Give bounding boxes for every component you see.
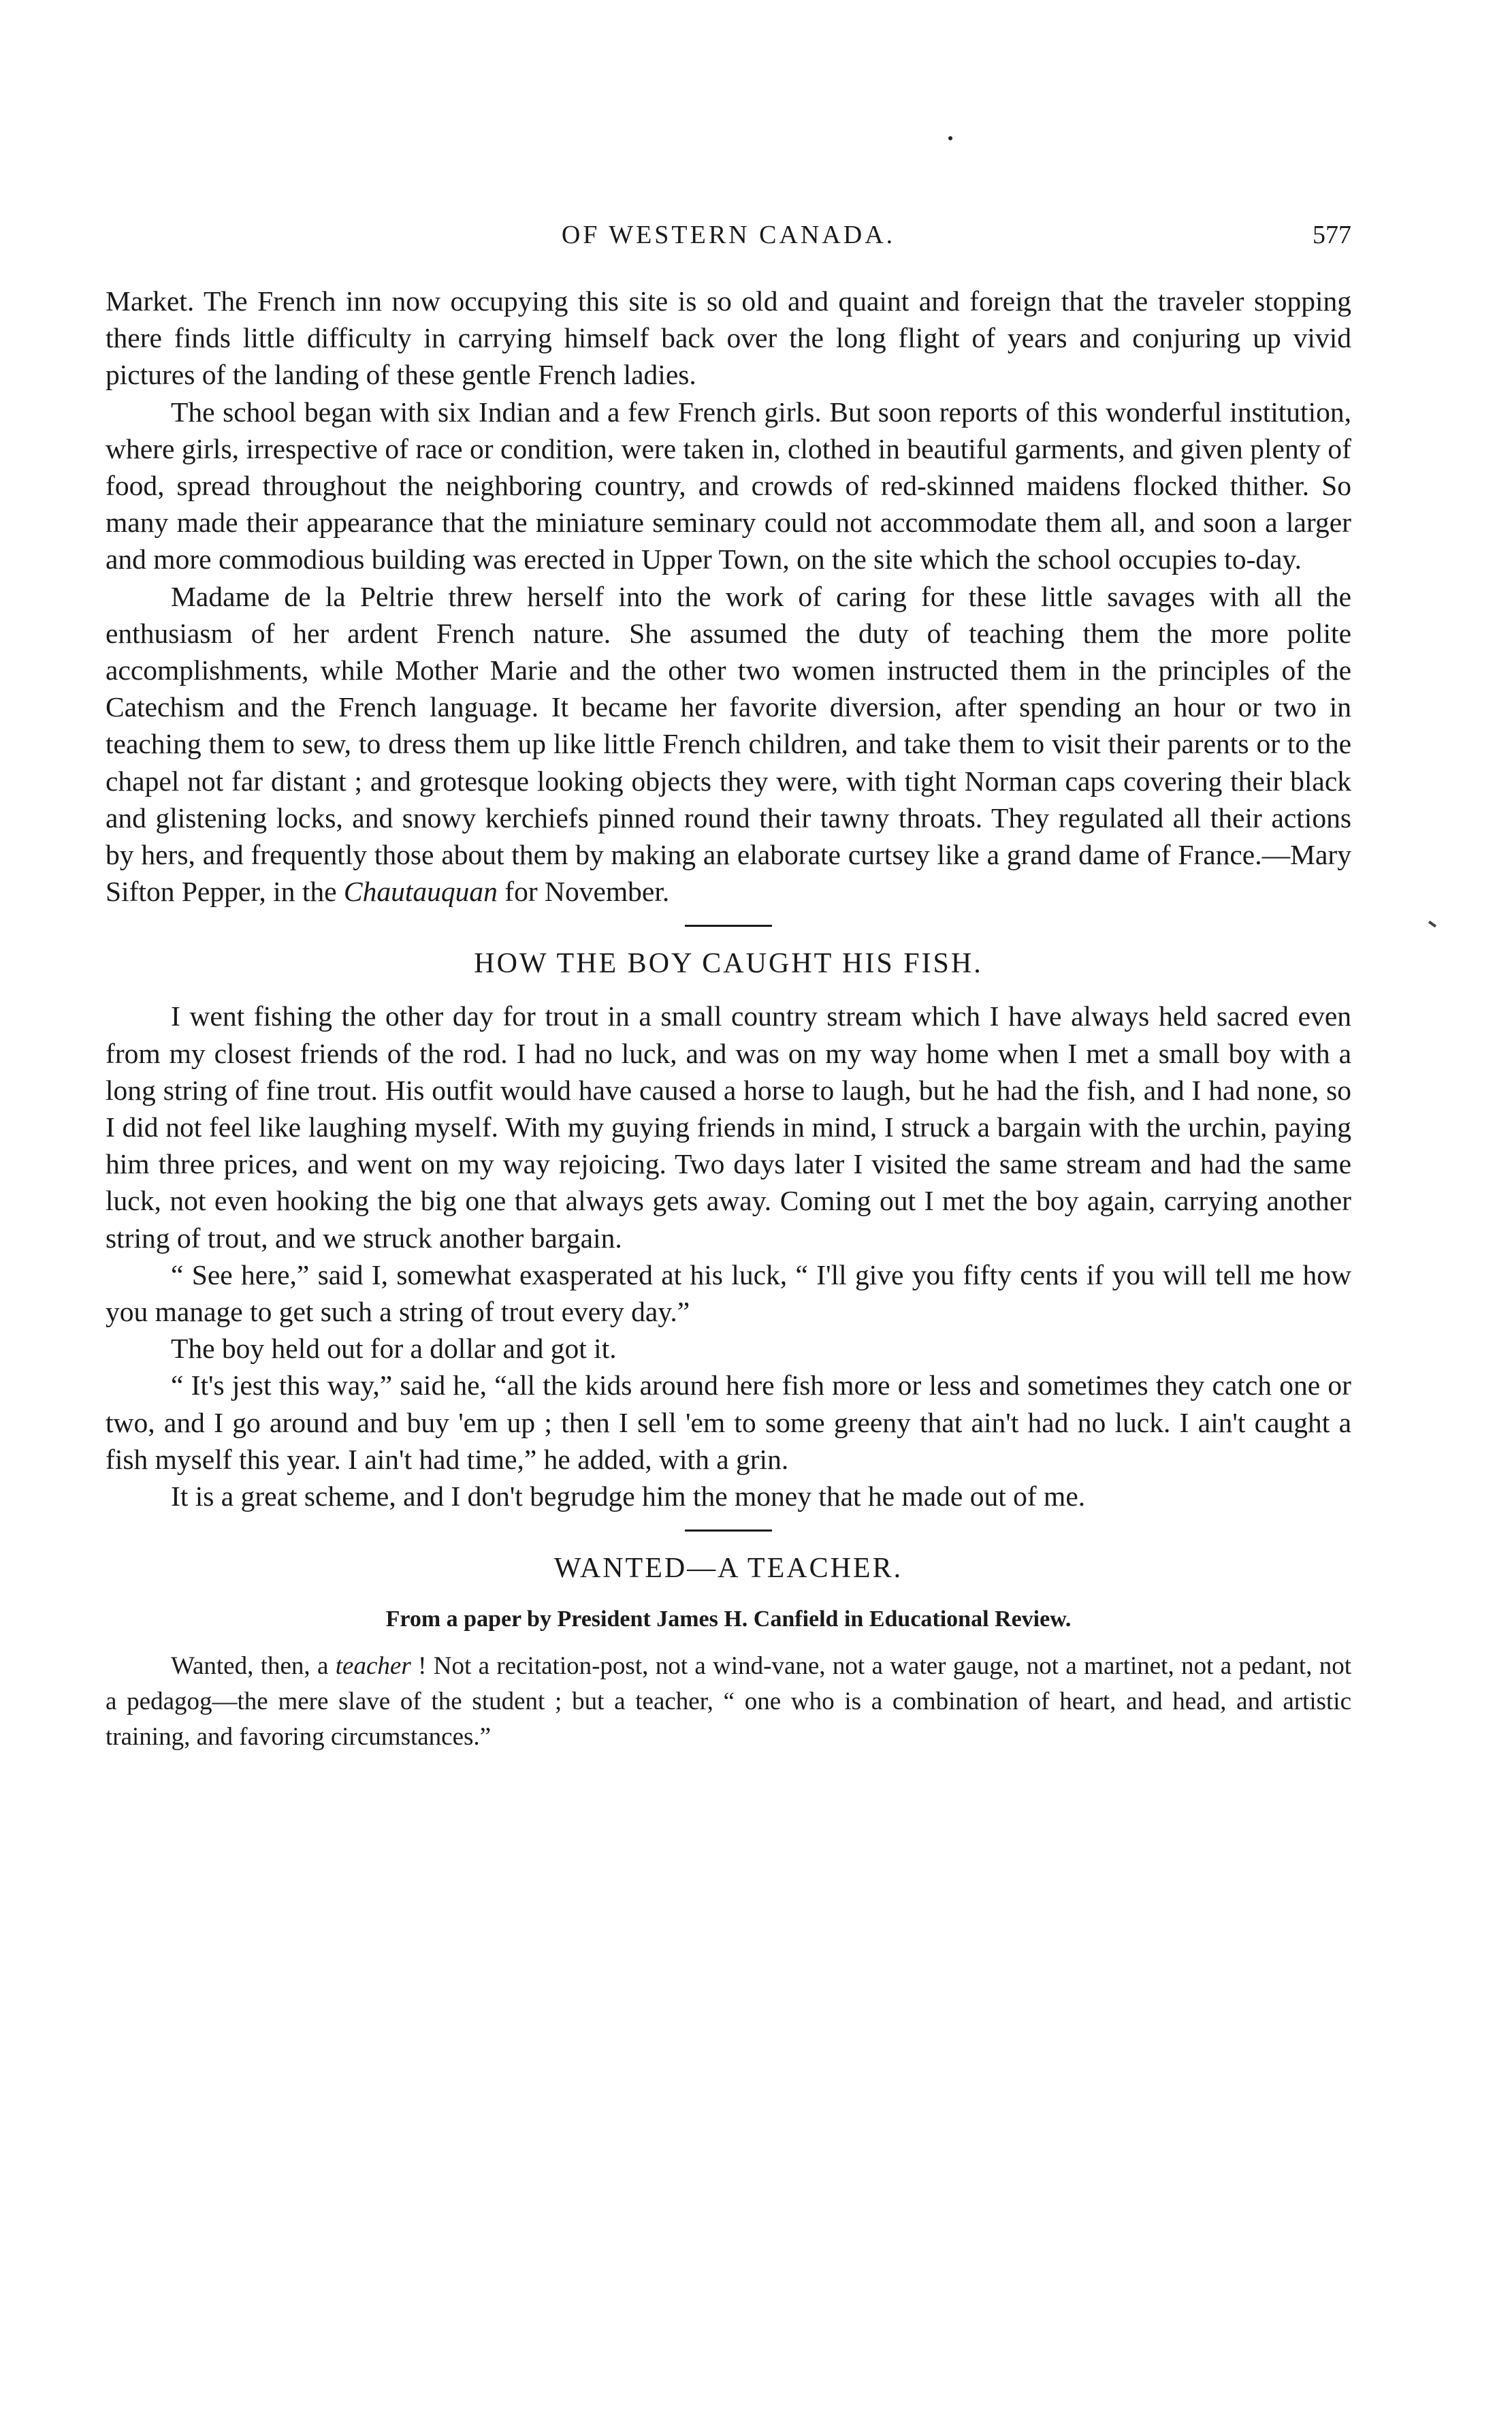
- paragraph-text: Wanted, then, a: [171, 1652, 336, 1681]
- page-body: [106, 283, 1351, 1755]
- page-number: 577: [1313, 221, 1351, 249]
- source-tail: for November.: [497, 876, 670, 908]
- margin-mark: [1428, 921, 1436, 928]
- paragraph-text: ! Not a recitation-post, not a wind-vane, not a water gauge, not a martinet, not a pedant, not a pedagog—the mere slave of the student ; but a teacher, “ one who is a combination of heart, and head, and artistic training, and favoring circumstances.”: [106, 1652, 1351, 1752]
- paragraph-text: Madame de la Peltrie threw herself into the work of caring for these little savages with all the enthusiasm of her ardent French nature. She assumed the duty of teaching them the more polite accomplishments, while Mother Marie and the other two women instructed them in the principles of the Catechism and the French language. It became her favorite diversion, after spending an hour or two in teaching them to sew, to dress them up like little French children, and take them to visit their parents or to the chapel not far distant ; and grotesque looking objects they were, with tight Norman caps covering their black and glistening locks, and snowy kerchiefs pinned round their tawny throats. They regulated all their actions by hers, and frequently those about them by making an elaborate curtsey like a grand dame of France.—Mary Sifton Pepper, in the: [106, 580, 1351, 908]
- paragraph: It is a great scheme, and I don't begrudge him the money that he made out of me.: [171, 1480, 1086, 1512]
- source-title: Chautauquan: [343, 876, 498, 908]
- emphasis: teacher: [335, 1652, 411, 1681]
- article-byline: From a paper by President James H. Canfield in Educational Review.: [385, 1606, 1072, 1632]
- paragraph: I went fishing the other day for trout in a small country stream which I have always held sacred even from my closest friends of the rod. I had no luck, and was on my way home when I met a small boy with a long string of fine trout. His outfit would have caused a horse to laugh, but he had the fish, and I had none, so I did not feel like laughing myself. With my guying friends in mind, I struck a bargain with the urchin, paying him three prices, and went on my way rejoicing. Two days later I visited the same stream and had the same luck, not even hooking the big one that always gets away. Coming out I met the boy again, carrying another string of trout, and we struck another bargain.: [106, 1000, 1351, 1254]
- article-title: WANTED—A TEACHER.: [553, 1553, 903, 1585]
- running-head: OF WESTERN CANADA.: [561, 221, 896, 249]
- article-western-canada: [106, 283, 1351, 910]
- paragraph: “ See here,” said I, somewhat exasperated at his luck, “ I'll give you fifty cents if you will tell me how you manage to get such a string of trout every day.”: [106, 1258, 1351, 1328]
- section-divider: [685, 1530, 772, 1532]
- stray-mark: [948, 136, 952, 140]
- article-boy-fish: [106, 943, 1351, 1515]
- paragraph: [106, 1649, 1351, 1755]
- article-title: HOW THE BOY CAUGHT HIS FISH.: [474, 948, 983, 980]
- section-divider: [685, 925, 772, 927]
- paragraph: “ It's jest this way,” said he, “all the kids around here fish more or less and sometimes they catch one or two, and I go around and buy 'em up ; then I sell 'em to some greeny that ain't had no luck. I ain't caught a fish myself this year. I ain't had time,” he added, with a grin.: [106, 1369, 1351, 1475]
- article-wanted-teacher: [106, 1548, 1351, 1755]
- paragraph: The school began with six Indian and a few French girls. But soon reports of this wonderful institution, where girls, irrespective of race or condition, were taken in, clothed in beautiful garments, and given plenty of food, spread throughout the neighboring country, and crowds of red-skinned maidens flocked thither. So many made their appearance that the miniature seminary could not accommodate them all, and soon a larger and more commodious building was erected in Upper Town, on the site which the school occupies to-day.: [106, 396, 1351, 575]
- paragraph: The boy held out for a dollar and got it.: [171, 1333, 617, 1365]
- page-header: [106, 220, 1351, 261]
- paragraph: Market. The French inn now occupying this site is so old and quaint and foreign that the traveler stopping there finds little difficulty in carrying himself back over the long flight of years and conjuring up vivid pictures of the landing of these gentle French ladies.: [106, 285, 1351, 391]
- paragraph-with-attribution: [106, 578, 1351, 910]
